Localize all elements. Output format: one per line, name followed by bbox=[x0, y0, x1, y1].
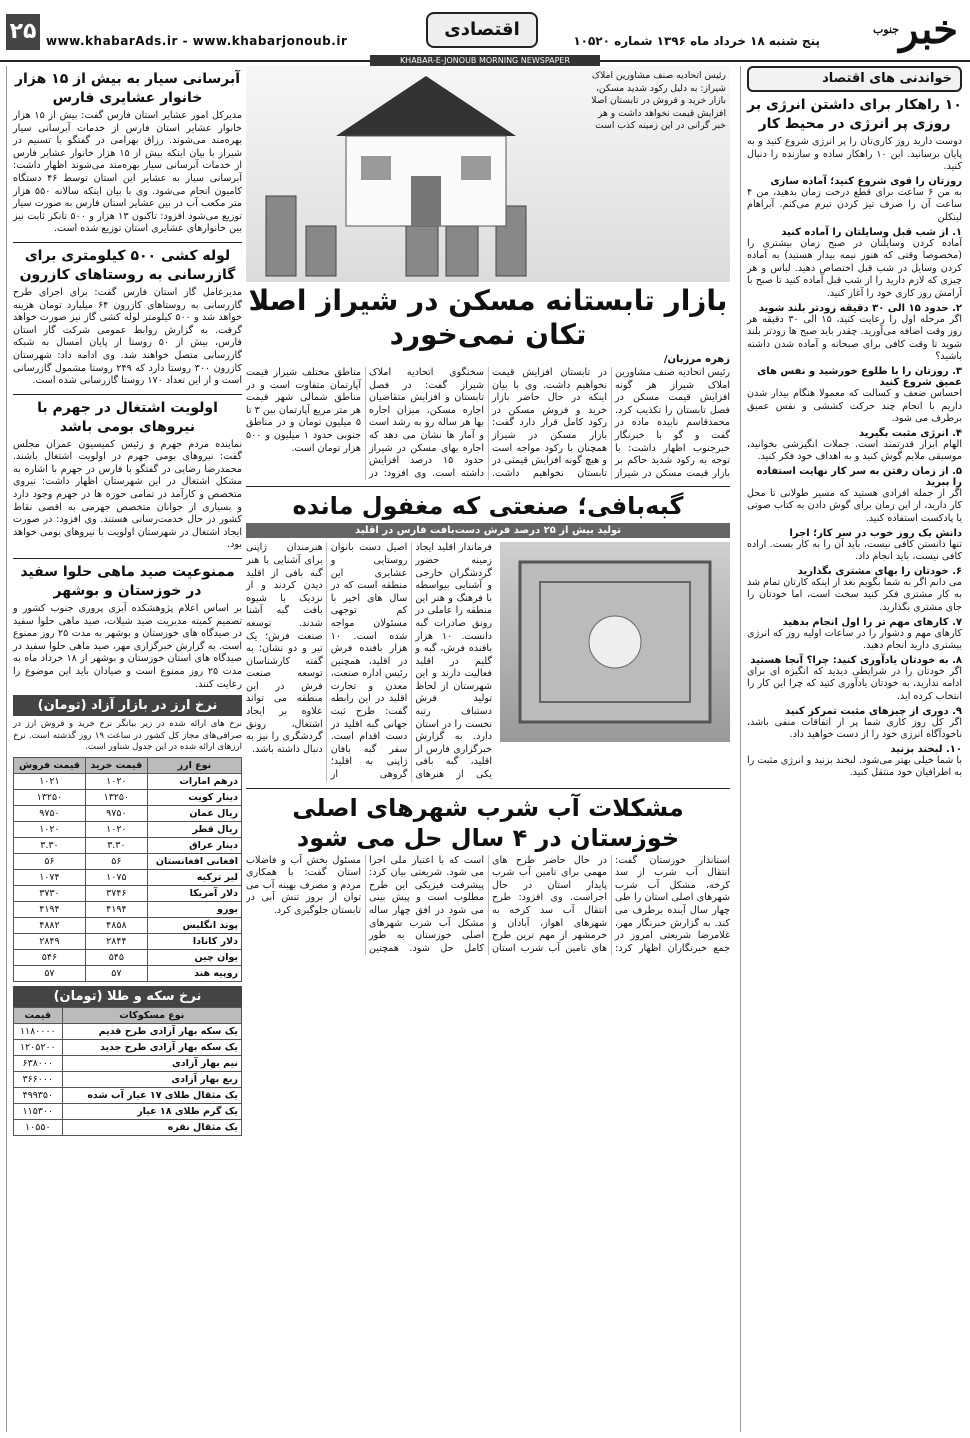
coin-price: ۱۰۵۵۰ bbox=[14, 1119, 63, 1135]
coin-price: ۱۲۰۵۲۰۰ bbox=[14, 1039, 63, 1055]
gold-table-title: نرخ سکه و طلا (تومان) bbox=[13, 986, 242, 1007]
currency-name: ریال عمان bbox=[147, 805, 241, 821]
tip-body: احساس ضعف و کسالت که معمولا هنگام بیدار شدن داریم با انجام چند حرکت کششی و نفس عمیق برطرف می شود. bbox=[747, 387, 962, 425]
sell-price: ۱۰۲۰ bbox=[14, 821, 86, 837]
buy-price: ۵۷ bbox=[85, 965, 147, 981]
coin-price: ۳۶۶۰۰۰ bbox=[14, 1071, 63, 1087]
house-window bbox=[361, 156, 391, 180]
coin-stack bbox=[306, 226, 336, 276]
tip-body: اگر از جمله افرادی هستید که مسیر طولانی تا محل کار دارید، از این زمان برای گوش دادن به کتاب صوتی یا پادکست استفاده کنید. bbox=[747, 487, 962, 525]
tip-heading: ۵. از زمان رفتن به سر کار نهایت استفاده را ببرید bbox=[756, 465, 962, 488]
buy-price: ۳۷۴۶ bbox=[85, 885, 147, 901]
buy-price: ۱۰۷۵ bbox=[85, 869, 147, 885]
fx-table-title: نرخ ارز در بازار آزاد (تومان) bbox=[13, 695, 242, 716]
house-door bbox=[411, 176, 441, 226]
sell-price: ۳.۳۰ bbox=[14, 837, 86, 853]
tip-heading: ۲. حدود ۱۵ الی ۳۰ دقیقه زودتر بلند شوید bbox=[758, 302, 962, 314]
gold-row bbox=[14, 1023, 242, 1039]
coin-price: ۴۹۹۳۵۰ bbox=[14, 1087, 63, 1103]
article-body-pipeline: مدیرعامل گاز استان فارس گفت: برای اجرای طرح گازرسانی به روستاهای کازرون ۶۴ میلیارد تومان هزینه خواهد شد و ۵۰۰ کیلومتر لوله کشی گاز نیز صورت خواهد گرفت. به گزارش روابط عمومی شرکت گاز استان فارس، بیش از ۵۰ روستا از پایان امسال به شبکه گازرسانی متصل خواهند شد. وی ادامه داد: شهرستان کازرون ۳۰۰ روستا دارد که ۲۴۹ روستا مشمول گازرسانی است و از این تعداد ۱۷۰ روستا گازرسانی شده است. bbox=[13, 286, 242, 387]
fx-header: قیمت فروش bbox=[14, 757, 86, 773]
fx-row bbox=[14, 789, 242, 805]
buy-price: ۵۴۵ bbox=[85, 949, 147, 965]
right-column bbox=[740, 66, 962, 1432]
gold-row bbox=[14, 1071, 242, 1087]
sell-price: ۱۳۲۵۰ bbox=[14, 789, 86, 805]
currency-name: یورو bbox=[147, 901, 241, 917]
fx-row bbox=[14, 949, 242, 965]
tip-body: اگر مرحله اول را رعایت کنید، ۱۵ الی ۳۰ دقیقه هر روز وقت اضافه می‌آورید. چقدر باید صبح ها زودتر بلند شوید تا وقت کافی برای صبحانه و آماده شدن داشته باشید؟ bbox=[747, 313, 962, 363]
tip-body: با شما خیلی بهتر می‌شود. لبخند بزنید و انرژی مثبت را به اطرافیان خود منتقل کنید. bbox=[747, 754, 962, 779]
fx-table bbox=[13, 757, 242, 982]
newspaper-logo bbox=[828, 4, 958, 56]
section-title: اقتصادی bbox=[426, 12, 538, 48]
page-number: ۲۵ bbox=[6, 14, 40, 50]
sell-price: ۲۸۴۹ bbox=[14, 933, 86, 949]
house-illustration bbox=[246, 66, 726, 282]
currency-name: روپیه هند bbox=[147, 965, 241, 981]
tip-heading: ۹. دوری از چیزهای مثبت تمرکز کنید bbox=[784, 705, 962, 717]
tip-body: اگر خودتان را در شرایطی دیدید که انگیزه ای برای ادامه ندارید، به خودتان یادآوری کنید که چرا این کار را انتخاب کرده اید. bbox=[747, 665, 962, 702]
currency-name: پوند انگلیس bbox=[147, 917, 241, 933]
gold-table bbox=[13, 1007, 242, 1136]
tip-heading: ۱. از شب قبل وسایلتان را آماده کنید bbox=[781, 226, 962, 238]
gold-row bbox=[14, 1087, 242, 1103]
masthead bbox=[0, 0, 970, 62]
fx-row bbox=[14, 965, 242, 981]
fx-row bbox=[14, 853, 242, 869]
logo-small-text: جنوب bbox=[872, 23, 900, 36]
gold-row bbox=[14, 1103, 242, 1119]
tip-heading: روزتان را قوی شروع کنید؛ آماده سازی bbox=[770, 175, 962, 187]
sell-price: ۴۱۹۴ bbox=[14, 901, 86, 917]
gold-header: نوع مسکوکات bbox=[62, 1007, 241, 1023]
tip-body: می دانم اگر به شما بگویم بعد از اینکه کارتان تمام شد به کار مشتری فکر کنید سخت است، اما خودتان را جای مشتری بگذارید. bbox=[747, 576, 962, 614]
divider bbox=[13, 558, 242, 559]
currency-name: درهم امارات bbox=[147, 773, 241, 789]
fx-row bbox=[14, 805, 242, 821]
tip-body: الهام ابزار قدرتمند است. جملات انگیزشی بخوانید، موسیقی ملایم گوش کنید و به اهداف خود فکر کنید. bbox=[747, 438, 962, 463]
coin-name: یک سکه بهار آزادی طرح جدید bbox=[62, 1039, 241, 1055]
tip-heading: ۸. به خودتان یادآوری کنید: چرا؟ آنجا هستید bbox=[750, 654, 962, 666]
dateline: پنج شنبه ۱۸ خرداد ماه ۱۳۹۶ شماره ۱۰۵۲۰ bbox=[573, 34, 820, 48]
currency-name: دینار عراق bbox=[147, 837, 241, 853]
article-body-fishing: بر اساس اعلام پژوهشکده آبزی پروری جنوب کشور و تصمیم کمیته مدیریت صید شیلات، صید ماهی حلوا سفید در صیدگاه های خوزستان و بوشهر به مدت ۲۵ روز ممنوع است. به گزارش خبرگزاری مهر، صید ماهی حلوا سفید در صیدگاه های استان خوزستان و بوشهر از ۱۸ خرداد ماه به مدت ۲۵ روز ممنوع است و صیادان باید این موضوع را رعایت کنند. bbox=[13, 603, 242, 690]
coin-name: یک مثقال نقره bbox=[62, 1119, 241, 1135]
fx-row bbox=[14, 933, 242, 949]
coin-name: یک سکه بهار آزادی طرح قدیم bbox=[62, 1023, 241, 1039]
divider bbox=[13, 242, 242, 243]
english-name-strip: KHABAR-E-JONOUB MORNING NEWSPAPER bbox=[370, 55, 600, 67]
fx-row bbox=[14, 837, 242, 853]
logo-text: خبر bbox=[899, 6, 958, 53]
left-column bbox=[6, 66, 242, 1432]
divider bbox=[246, 788, 730, 789]
currency-name: ریال قطر bbox=[147, 821, 241, 837]
carpet-illustration bbox=[500, 542, 730, 742]
buy-price: ۱۰۲۰ bbox=[85, 821, 147, 837]
article-title-water-fars: آبرسانی سیار به بیش از ۱۵ هزار خانوار عشایری فارس bbox=[15, 71, 240, 106]
sell-price: ۳۷۳۰ bbox=[14, 885, 86, 901]
buy-price: ۱۳۲۵۰ bbox=[85, 789, 147, 805]
tip-heading: ۶. خودتان را بهای مشتری بگذارید bbox=[797, 565, 962, 577]
fx-row bbox=[14, 901, 242, 917]
article-title-carpet: گبه‌بافی؛ صنعتی که مغفول مانده bbox=[292, 492, 684, 521]
tip-heading: ۱۰. لبخند بزنید bbox=[890, 743, 962, 755]
carpet-photo bbox=[500, 542, 730, 742]
article-intro: دوست دارید روز کاری‌تان را پر انرژی شروع کنید و به پایان برسانید. این ۱۰ راهکار ساده و سازنده را دنبال کنید. bbox=[747, 136, 962, 173]
photo-caption: رئیس اتحادیه صنف مشاورین املاک شیراز: به دلیل رکود شدید مسکن، بازار خرید و فروش در تابستان اصلا افزایش قیمت نخواهد داشت و هر خبر گرانی در این زمینه کذب است bbox=[591, 70, 726, 132]
article-title-water: مشکلات آب شرب شهرهای اصلی خوزستان در ۴ سال حل می شود bbox=[292, 793, 684, 852]
fx-row bbox=[14, 917, 242, 933]
divider bbox=[246, 486, 730, 487]
coin-stack bbox=[266, 196, 296, 276]
tip-body: آماده کردن وسایلتان در صبح زمان بیشتری را (مخصوصا وقتی که هنوز نیمه بیدار هستید) به آماده کردن وسایل در شب قبل اختصاص دهید. لباس و هر چیزی که لازم دارید را از شب قبل آماده کنید تا صبح با آرامش روز کاری خود را آغاز کنید. bbox=[747, 237, 962, 299]
buy-price: ۴۸۵۸ bbox=[85, 917, 147, 933]
plate-icon bbox=[589, 616, 641, 668]
buy-price: ۴۱۹۴ bbox=[85, 901, 147, 917]
buy-price: ۲۸۴۴ bbox=[85, 933, 147, 949]
coin-name: ربع بهار آزادی bbox=[62, 1071, 241, 1087]
coin-price: ۱۱۵۳۰۰ bbox=[14, 1103, 63, 1119]
tip-body: به من ۶ ساعت برای قطع درخت زمان بدهید، من ۴ ساعت آن را صرف تیز کردن تبرم می‌کنم. آبراهام لینکلن bbox=[747, 186, 962, 223]
coin-name: یک مثقال طلای ۱۷ عیار آب شده bbox=[62, 1087, 241, 1103]
currency-name: افغانی افغانستان bbox=[147, 853, 241, 869]
buy-price: ۳.۳۰ bbox=[85, 837, 147, 853]
energy-tips-list bbox=[747, 176, 962, 780]
sell-price: ۵۴۶ bbox=[14, 949, 86, 965]
buy-price: ۱۰۲۰ bbox=[85, 773, 147, 789]
currency-name: یوان چین bbox=[147, 949, 241, 965]
article-body-water-fars: مدیرکل امور عشایر استان فارس گفت: بیش از ۱۵ هزار خانوار عشایر استان فارس از خدمات آبرسانی سیار بهره‌مند می‌شوند. رزاق بهرامی در گفتگو با تسنیم در شیراز با بیان اینکه بیش از ۱۵ هزار خانوار عشایر فارس از خدمات آبرسانی سیار بهره‌مند می‌شوند اظهار داشت: آبرسانی سیار به عشایر این استان توسط ۴۶ دستگاه کامیون انجام می‌شود. وی با بیان اینکه سالانه ۵۵۰ هزار متر مکعب آب در بین عشایر استان فارس به صورت سیار توزیع می‌شود افزود: تاکنون ۱۳ هزار و ۵۰۰ تانکر ثابت نیز بین خانوارهای عشایری استان توزیع شده است. bbox=[13, 110, 242, 235]
buy-price: ۹۷۵۰ bbox=[85, 805, 147, 821]
article-body-carpet: فرماندار اقلید ایجاد زمینه حضور گردشگران خارجی و آشنایی بیواسطه با فرهنگ و هنر این منطقه را عاملی در رونق صادرات گبه دانست. ۱۰ هزار بافنده فرش، گبه و گلیم در اقلید فعالیت دارند و این شهرستان از لحاظ تولید فرش دستباف رتبه نخست را در استان دارد. به گزارش خبرگزاری فارس از اقلید، گبه بافی یکی از هنرهای اصیل دست بانوان روستایی و عشایری این منطقه است که در سال های اخیر با کم توجهی مسئولان مواجه شده است. ۱۰ هزار بافنده فرش در اقلید، همچنین رئیس اداره صنعت، معدن و تجارت اقلید در این رابطه گفت: طرح ثبت جهانی گبه اقلید در دست اقدام است. سفر گبه بافان ژاپنی به اقلید؛ گروهی از هنرمندان ژاپنی برای آشنایی با هنر گبه بافی از اقلید دیدن کردند و از نزدیک با شیوه بافت گبه آشنا شدند. توسعه صنعت فرش؛ یک تیر و دو نشان؛ به گفته کارشناسان توسعه صنعت فرش در این منطقه می تواند علاوه بر ایجاد اشتغال، رونق گردشگری را نیز به دنبال داشته باشد. bbox=[246, 542, 493, 781]
article-title-housing: بازار تابستانه مسکن در شیراز اصلا تکان نمی‌خورد bbox=[248, 284, 728, 351]
section-kicker: خواندنی های اقتصاد bbox=[747, 66, 962, 92]
gold-row bbox=[14, 1055, 242, 1071]
site-urls[interactable]: www.khabarAds.ir - www.khabarjonoub.ir bbox=[46, 34, 348, 48]
currency-name: دلار کانادا bbox=[147, 933, 241, 949]
fx-header: قیمت خرید bbox=[85, 757, 147, 773]
main-column bbox=[246, 66, 730, 1432]
article-subtitle-carpet: تولید بیش از ۲۵ درصد فرش دست‌بافت فارس در اقلید bbox=[246, 523, 730, 538]
fx-header: نوع ارز bbox=[147, 757, 241, 773]
coin-name: نیم بهار آزادی bbox=[62, 1055, 241, 1071]
currency-name: دینار کویت bbox=[147, 789, 241, 805]
tip-heading: ۷. کارهای مهم تر را اول انجام بدهید bbox=[782, 616, 962, 628]
article-title-energy: ۱۰ راهکار برای داشتن انرژی بر روزی پر انرژی در محیط کار bbox=[747, 97, 962, 132]
fx-row bbox=[14, 821, 242, 837]
byline: زهره مرزبان/ bbox=[663, 354, 730, 365]
currency-name: لیر ترکیه bbox=[147, 869, 241, 885]
fx-row bbox=[14, 885, 242, 901]
house-coins-photo bbox=[246, 66, 730, 282]
tip-heading: دانش یک روز خوب در سر کار؛ اجرا bbox=[789, 527, 962, 539]
coin-name: یک گرم طلای ۱۸ عیار bbox=[62, 1103, 241, 1119]
tip-body: اگر کل روز کاری شما پر از اتفاقات منفی باشد، ناخودآگاه انرژی خود را از دست خواهید داد. bbox=[747, 716, 962, 741]
tip-heading: ۳. روزتان را با طلوع خورشید و نفس های عمیق شروع کنید bbox=[757, 365, 962, 388]
gold-row bbox=[14, 1119, 242, 1135]
article-title-fishing: ممنوعیت صید ماهی حلوا سفید در خوزستان و بوشهر bbox=[20, 564, 235, 600]
house-window bbox=[461, 156, 491, 180]
sell-price: ۵۶ bbox=[14, 853, 86, 869]
sell-price: ۱۰۲۱ bbox=[14, 773, 86, 789]
article-body-jobs: نماینده مردم جهرم و رئیس کمیسیون عمران مجلس گفت: نیروهای بومی جهرم در اولویت اشتغال باشند. محمدرضا رضایی در گفتگو با فارس در جهرم با اشاره به مشکل اشتغال در این شهرستان اظهار داشت: نیروی متخصص و کارآمد در تمامی حوزه ها در جهرم وجود دارد و بسیاری از جوانان متخصص جهرمی به اقصی نقاط کشور در حال خدمت‌رسانی هستند. وی افزود: در صورت ایجاد اشتغال در شهرستان اولویت با نیروهای بومی خواهد بود. bbox=[13, 438, 242, 551]
currency-name: دلار آمریکا bbox=[147, 885, 241, 901]
fx-row bbox=[14, 869, 242, 885]
sell-price: ۱۰۷۴ bbox=[14, 869, 86, 885]
sell-price: ۴۸۸۲ bbox=[14, 917, 86, 933]
article-title-pipeline: لوله کشی ۵۰۰ کیلومتری برای گازرسانی به روستاهای کازرون bbox=[19, 247, 236, 283]
article-body-water: استاندار خوزستان گفت: انتقال آب شرب از سد کرخه، مشکل آب شرب شهرهای اصلی استان را طی چهار سال آینده برطرف می کند. به گزارش خبرنگار مهر، غلامرضا شریعتی امروز در جمع خبرنگاران اظهار کرد: در حال حاضر طرح های مهمی برای تامین آب شرب پایدار استان در حال اجراست. وی افزود: طرح انتقال آب سد کرخه به شهرهای اهواز، آبادان و خرمشهر از مهم ترین طرح های تامین آب شرب استان است که با اعتبار ملی اجرا می شود. شریعتی بیان کرد: پیشرفت فیزیکی این طرح مطلوب است و پیش بینی می شود در افق چهار ساله مشکل آب شرب شهرهای اصلی خوزستان به طور کامل حل شود. همچنین مسئول بخش آب و فاضلاب استان گفت: با همکاری مردم و مصرف بهینه آب می توان از بروز تنش آبی در تابستان جلوگیری کرد. bbox=[246, 854, 730, 954]
tip-heading: ۴. انرژی مثبت بگیرید bbox=[858, 427, 962, 439]
sell-price: ۹۷۵۰ bbox=[14, 805, 86, 821]
article-title-jobs: اولویت اشتغال در جهرم با نیروهای بومی باشد bbox=[37, 399, 218, 435]
tip-body: تنها دانستن کافی نیست، باید آن را به کار بست. اراده کافی نیست، باید انجام داد. bbox=[747, 538, 962, 563]
sell-price: ۵۷ bbox=[14, 965, 86, 981]
gold-row bbox=[14, 1039, 242, 1055]
fx-row bbox=[14, 773, 242, 789]
fx-note: نرخ های ارائه شده در زیر بیانگر نرخ خرید و فروش ارز در صرافی‌های مجاز کل کشور در ساعت ۱۹ روز گذشته است. نرخ ارزهای ارائه شده در این جدول شناور است. bbox=[13, 719, 242, 753]
gold-header: قیمت bbox=[14, 1007, 63, 1023]
tip-body: کارهای مهم و دشوار را در ساعات اولیه روز که انرژی بیشتری دارید انجام دهید. bbox=[747, 627, 962, 652]
divider bbox=[13, 394, 242, 395]
house-roof bbox=[336, 76, 516, 136]
coin-price: ۱۱۸۰۰۰۰ bbox=[14, 1023, 63, 1039]
coin-price: ۶۳۸۰۰۰ bbox=[14, 1055, 63, 1071]
article-body-housing: رئیس اتحادیه صنف مشاورین املاک شیراز هر گونه افزایش قیمت مسکن در فصل تابستان را تکذیب کرد. محمدقاسم نابیده ماده در گفت و گو با خبرنگار خبرجنوب اظهار داشت: با توجه به رکود شدید حاکم بر بازار قیمت مسکن در شیراز در تابستان افزایش قیمت نخواهیم داشت. وی با بیان اینکه در حال حاضر بازار خرید و فروش مسکن در رکود کامل قرار دارد گفت: بازار مسکن در شیراز همچنان با رکود مواجه است و هیچ گونه افزایش قیمتی در تابستان نخواهیم داشت. سخنگوی اتحادیه املاک شیراز گفت: در فصل تابستان و افزایش متقاضیان اجاره مسکن، میزان اجاره بها هر ساله رو به رشد است و آمار ها نشان می دهد که اجاره بهای مسکن در شیراز حدود ۱۵ درصد افزایش داشته است. وی افزود: در مناطق مختلف شیراز قیمت آپارتمان متفاوت است و در مناطق شمالی شهر قیمت هر متر مربع آپارتمان بین ۳ تا ۵ میلیون تومان و در مناطق جنوبی حدود ۱ میلیون و ۵۰۰ هزار تومان است. bbox=[246, 367, 730, 479]
buy-price: ۵۶ bbox=[85, 853, 147, 869]
